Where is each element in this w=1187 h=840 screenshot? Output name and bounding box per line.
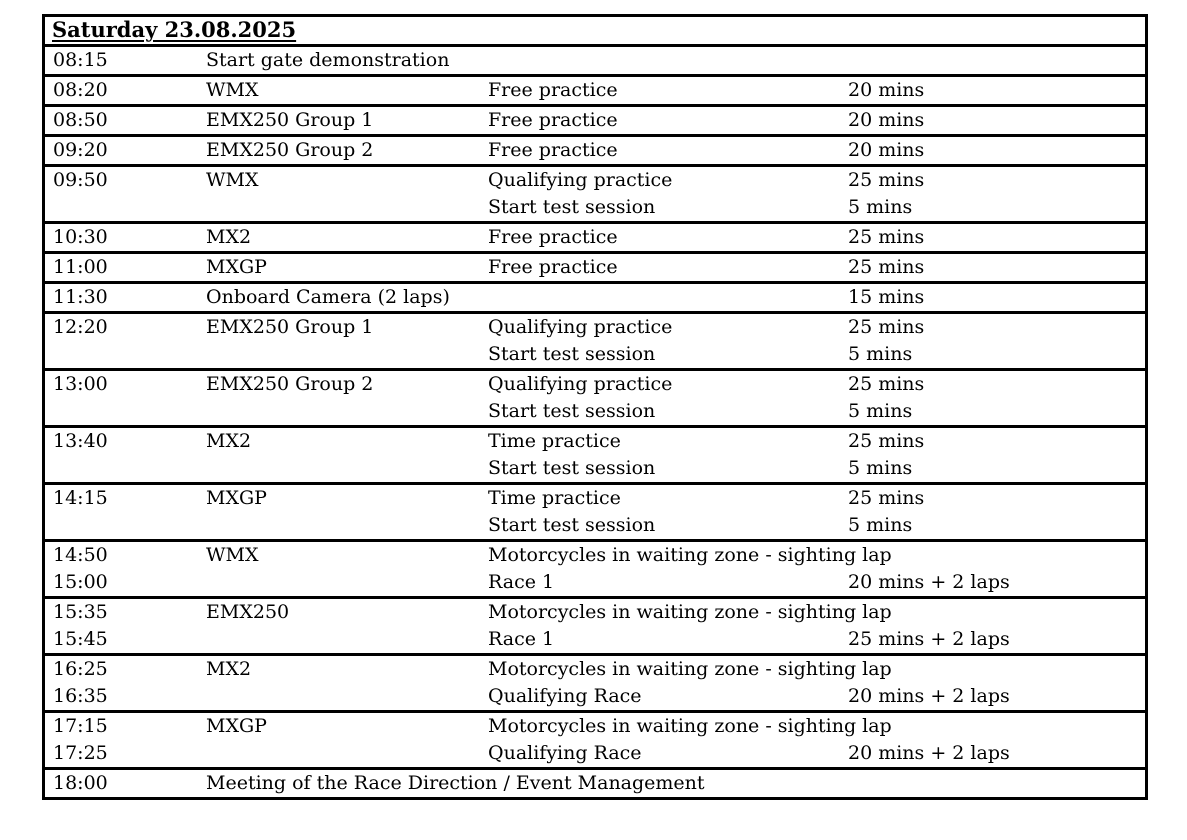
duration-cell: 5 mins [848, 343, 913, 365]
time-cell: 13:40 [53, 430, 108, 452]
session-cell: Motorcycles in waiting zone - sighting lap [488, 658, 892, 680]
schedule-line [45, 428, 1145, 455]
category-cell [206, 341, 488, 368]
schedule-block [45, 485, 1145, 542]
duration-cell: 25 mins [848, 256, 925, 278]
category-cell: MXGP [206, 256, 267, 278]
schedule-table [42, 14, 1148, 800]
schedule-line [45, 107, 1145, 134]
session-cell [488, 284, 848, 311]
time-cell: 15:45 [53, 628, 108, 650]
session-cell: Start test session [488, 457, 656, 479]
category-cell [206, 626, 488, 653]
time-cell: 17:15 [53, 715, 108, 737]
schedule-line [45, 341, 1145, 368]
session-cell: Qualifying Race [488, 742, 642, 764]
session-cell: Motorcycles in waiting zone - sighting lap [488, 544, 892, 566]
category-cell [206, 398, 488, 425]
category-cell: EMX250 [206, 601, 290, 623]
duration-cell [848, 713, 1145, 740]
session-cell: Qualifying Race [488, 685, 642, 707]
schedule-line [45, 455, 1145, 482]
schedule-block [45, 428, 1145, 485]
schedule-line [45, 371, 1145, 398]
schedule-line [45, 626, 1145, 653]
duration-cell: 25 mins [848, 373, 925, 395]
schedule-line [45, 77, 1145, 104]
schedule-line [45, 254, 1145, 281]
time-cell [53, 455, 206, 482]
duration-cell: 25 mins [848, 226, 925, 248]
time-cell: 18:00 [53, 772, 108, 794]
duration-cell: 25 mins [848, 169, 925, 191]
session-cell [488, 47, 848, 74]
duration-cell [848, 47, 1145, 74]
duration-cell [848, 599, 1145, 626]
schedule-block [45, 254, 1145, 284]
schedule-block [45, 77, 1145, 107]
time-cell: 16:25 [53, 658, 108, 680]
session-cell: Qualifying practice [488, 316, 673, 338]
session-cell: Motorcycles in waiting zone - sighting lap [488, 715, 892, 737]
session-cell: Free practice [488, 256, 618, 278]
category-cell [206, 194, 488, 221]
schedule-line [45, 194, 1145, 221]
schedule-line [45, 770, 1145, 797]
category-cell: Onboard Camera (2 laps) [206, 286, 450, 308]
duration-cell: 15 mins [848, 286, 925, 308]
category-cell [206, 683, 488, 710]
schedule-line [45, 47, 1145, 74]
duration-cell: 20 mins [848, 109, 925, 131]
session-cell: Free practice [488, 109, 618, 131]
schedule-line [45, 683, 1145, 710]
session-cell: Free practice [488, 79, 618, 101]
schedule-block [45, 542, 1145, 599]
time-cell: 11:00 [53, 256, 108, 278]
category-cell: EMX250 Group 1 [206, 109, 374, 131]
schedule-block [45, 167, 1145, 224]
duration-cell: 25 mins [848, 316, 925, 338]
category-cell [206, 569, 488, 596]
category-cell: EMX250 Group 2 [206, 139, 374, 161]
schedule-block [45, 770, 1145, 797]
time-cell [53, 398, 206, 425]
duration-cell: 5 mins [848, 400, 913, 422]
schedule-block [45, 599, 1145, 656]
session-cell: Time practice [488, 487, 621, 509]
session-cell: Time practice [488, 430, 621, 452]
duration-cell: 20 mins + 2 laps [848, 685, 1010, 707]
session-cell: Race 1 [488, 628, 555, 650]
duration-cell: 25 mins + 2 laps [848, 628, 1010, 650]
category-cell: EMX250 Group 2 [206, 373, 374, 395]
category-cell: WMX [206, 79, 259, 101]
duration-cell [848, 656, 1145, 683]
time-cell: 15:00 [53, 571, 108, 593]
time-cell: 11:30 [53, 286, 108, 308]
schedule-block [45, 224, 1145, 254]
schedule-block [45, 656, 1145, 713]
session-cell: Qualifying practice [488, 169, 673, 191]
schedule-line [45, 167, 1145, 194]
time-cell [53, 341, 206, 368]
schedule-line [45, 542, 1145, 569]
schedule-body [45, 47, 1145, 797]
session-cell: Start test session [488, 514, 656, 536]
time-cell: 09:20 [53, 139, 108, 161]
time-cell [53, 194, 206, 221]
category-cell: MX2 [206, 658, 252, 680]
schedule-date-header [45, 17, 1145, 47]
time-cell: 08:20 [53, 79, 108, 101]
session-cell: Free practice [488, 226, 618, 248]
session-cell [488, 770, 848, 797]
schedule-block [45, 284, 1145, 314]
schedule-line [45, 314, 1145, 341]
category-cell: WMX [206, 169, 259, 191]
schedule-block [45, 137, 1145, 167]
category-cell: Meeting of the Race Direction / Event Management [206, 772, 705, 794]
duration-cell: 20 mins + 2 laps [848, 571, 1010, 593]
schedule-line [45, 713, 1145, 740]
category-cell [206, 512, 488, 539]
session-cell: Race 1 [488, 571, 555, 593]
schedule-line [45, 512, 1145, 539]
time-cell: 15:35 [53, 601, 108, 623]
session-cell: Qualifying practice [488, 373, 673, 395]
duration-cell: 5 mins [848, 514, 913, 536]
category-cell [206, 455, 488, 482]
time-cell: 08:15 [53, 49, 108, 71]
duration-cell [848, 770, 1145, 797]
category-cell: MX2 [206, 226, 252, 248]
schedule-line [45, 599, 1145, 626]
duration-cell: 20 mins + 2 laps [848, 742, 1010, 764]
time-cell: 14:15 [53, 487, 108, 509]
time-cell: 13:00 [53, 373, 108, 395]
category-cell [206, 740, 488, 767]
schedule-block [45, 314, 1145, 371]
session-cell: Start test session [488, 343, 656, 365]
schedule-line [45, 284, 1145, 311]
category-cell: MXGP [206, 487, 267, 509]
session-cell: Start test session [488, 400, 656, 422]
time-cell: 14:50 [53, 544, 108, 566]
time-cell: 12:20 [53, 316, 108, 338]
category-cell: Start gate demonstration [206, 49, 450, 71]
category-cell: MXGP [206, 715, 267, 737]
duration-cell: 25 mins [848, 487, 925, 509]
schedule-date-text: Saturday 23.08.2025 [52, 17, 297, 42]
session-cell: Start test session [488, 196, 656, 218]
schedule-line [45, 485, 1145, 512]
schedule-block [45, 371, 1145, 428]
schedule-line [45, 740, 1145, 767]
schedule-block [45, 107, 1145, 137]
time-cell [53, 512, 206, 539]
schedule-line [45, 137, 1145, 164]
time-cell: 17:25 [53, 742, 108, 764]
category-cell: WMX [206, 544, 259, 566]
time-cell: 08:50 [53, 109, 108, 131]
time-cell: 16:35 [53, 685, 108, 707]
schedule-block [45, 47, 1145, 77]
duration-cell: 5 mins [848, 196, 913, 218]
session-cell: Motorcycles in waiting zone - sighting lap [488, 601, 892, 623]
duration-cell: 20 mins [848, 139, 925, 161]
schedule-line [45, 398, 1145, 425]
category-cell: MX2 [206, 430, 252, 452]
time-cell: 10:30 [53, 226, 108, 248]
schedule-line [45, 224, 1145, 251]
schedule-line [45, 656, 1145, 683]
session-cell: Free practice [488, 139, 618, 161]
duration-cell: 25 mins [848, 430, 925, 452]
duration-cell: 5 mins [848, 457, 913, 479]
time-cell: 09:50 [53, 169, 108, 191]
duration-cell: 20 mins [848, 79, 925, 101]
category-cell: EMX250 Group 1 [206, 316, 374, 338]
schedule-block [45, 713, 1145, 770]
duration-cell [848, 542, 1145, 569]
schedule-line [45, 569, 1145, 596]
